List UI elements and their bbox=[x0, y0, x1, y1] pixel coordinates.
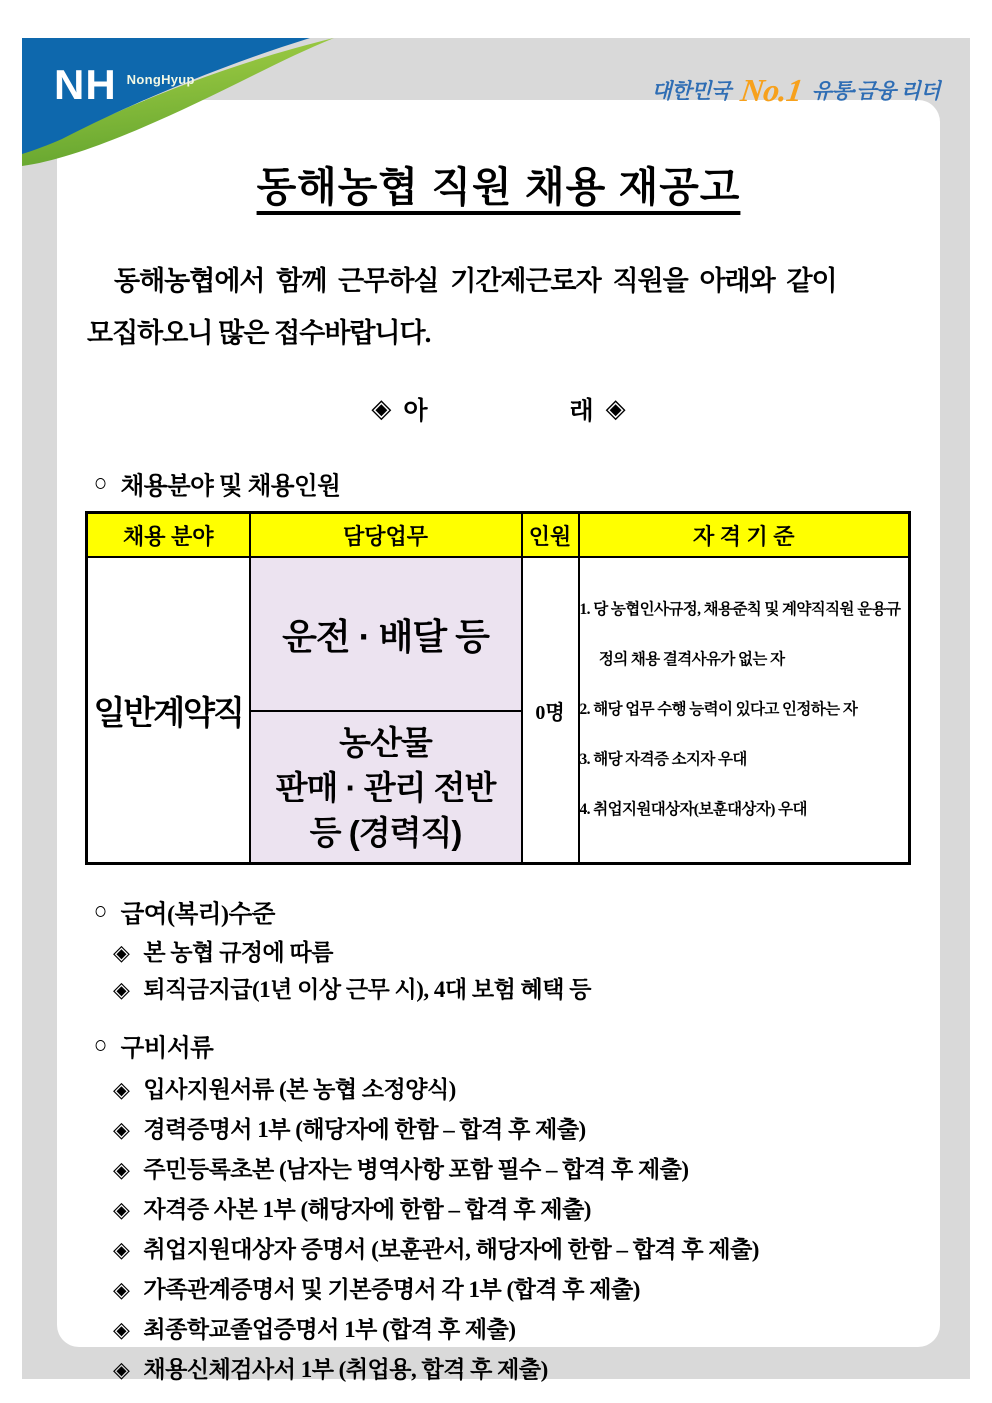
below-divider-line bbox=[57, 393, 940, 425]
diamond-bullet-icon: ◈ bbox=[113, 940, 130, 965]
diamond-bullet-icon: ◈ bbox=[113, 1237, 130, 1262]
list-item-text: 가족관계증명서 및 기본증명서 각 1부 (합격 후 제출) bbox=[143, 1277, 640, 1302]
list-item-text: 본 농협 규정에 따름 bbox=[143, 940, 333, 965]
diamond-bullet-icon: ◈ bbox=[113, 1117, 130, 1142]
section-heading-documents bbox=[57, 1029, 940, 1063]
diamond-bullet-icon: ◈ bbox=[113, 1277, 130, 1302]
section-heading-text: 급여(복리)수준 bbox=[120, 900, 275, 928]
duty-line: 등 (경력직) bbox=[309, 813, 462, 851]
gray-page-panel bbox=[22, 38, 970, 1382]
diamond-bullet-icon: ◈ bbox=[113, 1197, 130, 1222]
list-item-text: 취업지원대상자 증명서 (보훈관서, 해당자에 한함 – 합격 후 제출) bbox=[143, 1237, 759, 1262]
diamond-icon: ◈ bbox=[371, 394, 392, 423]
nh-logo bbox=[54, 61, 195, 108]
duty-line: 농산물 bbox=[339, 723, 432, 761]
qualification-item: 3. 해당 자격증 소지자 우대 bbox=[579, 751, 747, 768]
qualification-item: 1. 당 농협인사규정, 채용준칙 및 계약직직원 운용규정의 채용 결격사유가 없는 자 bbox=[579, 601, 901, 668]
section-heading-text: 채용분야 및 채용인원 bbox=[120, 472, 341, 500]
cell-duty-2 bbox=[250, 711, 522, 864]
list-item-text: 경력증명서 1부 (해당자에 한함 – 합격 후 제출) bbox=[143, 1117, 586, 1142]
salary-list bbox=[57, 940, 940, 1003]
below-char-left: 아 bbox=[403, 398, 428, 425]
qualification-item: 2. 해당 업무 수행 능력이 있다고 인정하는 자 bbox=[579, 701, 858, 718]
page-title: 동해농협 직원 채용 재공고 bbox=[256, 164, 741, 210]
list-item-text: 주민등록초본 (남자는 병역사항 포함 필수 – 합격 후 제출) bbox=[143, 1157, 689, 1182]
list-item bbox=[57, 1357, 940, 1383]
intro-paragraph bbox=[87, 255, 902, 359]
list-item bbox=[57, 940, 940, 966]
list-item bbox=[57, 1317, 940, 1343]
diamond-bullet-icon: ◈ bbox=[113, 1317, 130, 1342]
below-char-right: 래 bbox=[569, 398, 594, 425]
cell-duty-1: 운전 · 배달 등 bbox=[250, 557, 522, 711]
section-heading-text: 구비서류 bbox=[120, 1034, 214, 1062]
cell-qualifications bbox=[579, 557, 910, 864]
list-item-text: 입사지원서류 (본 농협 소정양식) bbox=[143, 1077, 456, 1102]
list-item-text: 자격증 사본 1부 (해당자에 한함 – 합격 후 제출) bbox=[143, 1197, 591, 1222]
diamond-bullet-icon: ◈ bbox=[113, 1077, 130, 1102]
document-card bbox=[57, 100, 940, 1382]
slogan-suffix: 유통·금융 리더 bbox=[811, 79, 940, 103]
list-item bbox=[57, 977, 940, 1003]
circle-bullet-icon: ○ bbox=[93, 898, 107, 925]
nonghyup-wordmark: NongHyup bbox=[126, 72, 195, 87]
brand-slogan bbox=[652, 74, 940, 106]
list-item bbox=[57, 1157, 940, 1183]
col-header-duty: 담당업무 bbox=[250, 513, 522, 558]
list-item bbox=[57, 1117, 940, 1143]
section-heading-recruit bbox=[57, 467, 940, 501]
diamond-bullet-icon: ◈ bbox=[113, 977, 130, 1002]
list-item-text: 퇴직금지급(1년 이상 근무 시), 4대 보험 혜택 등 bbox=[143, 977, 591, 1002]
section-heading-salary bbox=[57, 895, 940, 929]
intro-line: 모집하오니 많은 접수바랍니다. bbox=[87, 318, 431, 348]
circle-bullet-icon: ○ bbox=[93, 470, 107, 497]
duty-line: 판매 · 관리 전반 bbox=[275, 768, 496, 806]
nh-logo-mark: NH bbox=[54, 61, 117, 108]
recruit-table bbox=[85, 511, 911, 865]
slogan-prefix: 대한민국 bbox=[651, 79, 731, 103]
circle-bullet-icon: ○ bbox=[93, 1032, 107, 1059]
col-header-category: 채용 분야 bbox=[87, 513, 250, 558]
list-item-text: 최종학교졸업증명서 1부 (합격 후 제출) bbox=[143, 1317, 516, 1342]
table-header-row bbox=[87, 513, 910, 558]
diamond-icon: ◈ bbox=[605, 394, 626, 423]
diamond-bullet-icon: ◈ bbox=[113, 1157, 130, 1182]
col-header-count: 인원 bbox=[522, 513, 579, 558]
list-item bbox=[57, 1237, 940, 1263]
list-item bbox=[57, 1077, 940, 1103]
list-item bbox=[57, 1197, 940, 1223]
table-row bbox=[87, 557, 910, 711]
col-header-qualification: 자 격 기 준 bbox=[579, 513, 910, 558]
cell-count: 0명 bbox=[522, 557, 579, 864]
list-item bbox=[57, 1277, 940, 1303]
nh-brand-banner bbox=[22, 38, 970, 168]
qualification-item: 4. 취업지원대상자(보훈대상자) 우대 bbox=[579, 801, 807, 818]
cell-category: 일반계약직 bbox=[87, 557, 250, 864]
slogan-no1: No.1 bbox=[738, 72, 805, 108]
list-item-text: 채용신체검사서 1부 (취업용, 합격 후 제출) bbox=[143, 1357, 548, 1382]
diamond-bullet-icon: ◈ bbox=[113, 1357, 130, 1382]
intro-line: 동해농협에서 함께 근무하실 기간제근로자 직원을 아래와 같이 bbox=[114, 266, 837, 296]
documents-list bbox=[57, 1077, 940, 1383]
